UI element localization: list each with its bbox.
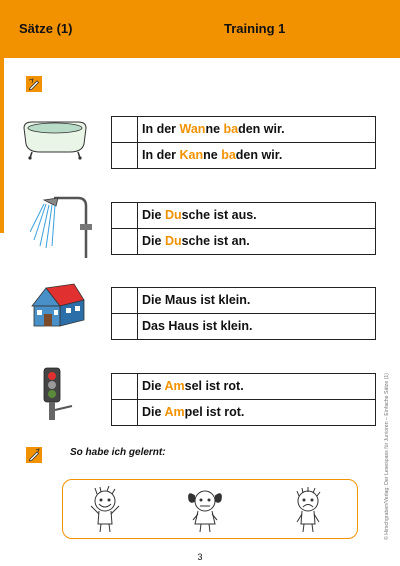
sentence-segment: Die xyxy=(142,234,165,248)
bathtub-image xyxy=(20,118,90,160)
highlighted-syllable: Du xyxy=(164,234,182,248)
sentence-segment: ne xyxy=(203,148,222,162)
sentence-text xyxy=(138,288,250,313)
sentence-row xyxy=(112,203,375,228)
sentence-segment: sche ist an. xyxy=(181,234,250,248)
page-number: 3 xyxy=(197,552,203,562)
highlighted-syllable: Kan xyxy=(179,148,204,162)
sentence-segment: sche ist aus. xyxy=(181,208,257,222)
highlighted-syllable: Wan xyxy=(179,122,206,136)
answer-checkbox[interactable] xyxy=(112,400,138,425)
sentence-segment: In der xyxy=(142,122,180,136)
answer-checkbox[interactable] xyxy=(112,143,138,168)
sentence-text xyxy=(138,117,285,142)
worksheet-title: Sätze (1) xyxy=(19,21,73,36)
page-header xyxy=(0,0,400,58)
sentence-segment: den wir. xyxy=(235,148,283,162)
sentence-segment: Die Maus ist klein. xyxy=(142,293,251,307)
exercise-table-2 xyxy=(111,202,376,255)
answer-checkbox[interactable] xyxy=(112,117,138,142)
sentence-text xyxy=(138,229,250,254)
sentence-row xyxy=(112,142,375,168)
highlighted-syllable: Am xyxy=(164,379,185,393)
exercise-table-1 xyxy=(111,116,376,169)
answer-checkbox[interactable] xyxy=(112,374,138,399)
sentence-segment: Das Haus ist klein. xyxy=(142,319,253,333)
sentence-segment: Die xyxy=(142,405,165,419)
shower-image xyxy=(30,196,92,260)
answer-checkbox[interactable] xyxy=(112,314,138,339)
highlighted-syllable: Du xyxy=(164,208,182,222)
sentence-segment: den wir. xyxy=(238,122,285,136)
sentence-text xyxy=(138,143,282,168)
pencil-task-icon xyxy=(26,76,42,92)
happy-child-icon[interactable] xyxy=(85,486,125,534)
sentence-row xyxy=(112,313,375,339)
sentence-row xyxy=(112,399,375,425)
highlighted-syllable: Am xyxy=(164,405,185,419)
answer-checkbox[interactable] xyxy=(112,229,138,254)
self-assessment-box xyxy=(62,479,358,539)
sentence-segment: In der xyxy=(142,148,180,162)
highlighted-syllable: ba xyxy=(223,122,239,136)
sentence-text xyxy=(138,400,244,425)
self-assessment-label: So habe ich gelernt: xyxy=(70,447,166,458)
sentence-text xyxy=(138,314,252,339)
side-copyright-note: © Hirschgraben/Verlag: Der Lesespass für Junioren – Einfache Sätze (1) xyxy=(384,372,390,540)
sentence-row xyxy=(112,374,375,399)
sentence-row xyxy=(112,228,375,254)
exercise-table-4 xyxy=(111,373,376,426)
sentence-text xyxy=(138,203,257,228)
sentence-row xyxy=(112,117,375,142)
sentence-text xyxy=(138,374,244,399)
house-image xyxy=(30,282,86,330)
sentence-segment: Die xyxy=(142,379,165,393)
exercise-table-3 xyxy=(111,287,376,340)
neutral-child-icon[interactable] xyxy=(183,486,227,534)
traffic-light-image xyxy=(42,366,76,422)
pencil-reflect-icon xyxy=(26,447,42,463)
highlighted-syllable: ba xyxy=(221,148,236,162)
answer-checkbox[interactable] xyxy=(112,203,138,228)
sentence-row xyxy=(112,288,375,313)
sad-child-icon[interactable] xyxy=(288,486,328,534)
training-label: Training 1 xyxy=(224,21,286,36)
answer-checkbox[interactable] xyxy=(112,288,138,313)
sentence-segment: sel ist rot. xyxy=(184,379,244,393)
sentence-segment: pel ist rot. xyxy=(184,405,245,419)
left-accent-bar xyxy=(0,58,4,233)
sentence-segment: Die xyxy=(142,208,165,222)
sentence-segment: ne xyxy=(205,122,224,136)
